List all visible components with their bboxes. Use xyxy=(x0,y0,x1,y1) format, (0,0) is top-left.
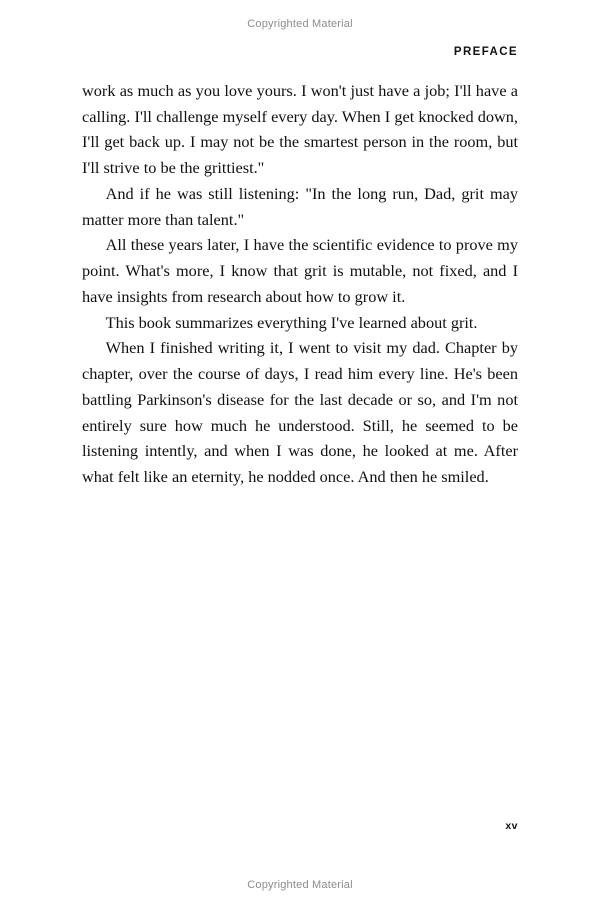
paragraph: This book summarizes everything I've learned about grit. xyxy=(105,312,478,332)
paragraph: work as much as you love yours. I won't just have a job; I'll have a calling. I'll challenge myself every day. When I get knocked down, I'll get back up. I may not be the smartest person in the room, but I'll strive to be the grittiest." xyxy=(82,81,518,178)
running-head: PREFACE xyxy=(453,46,518,58)
paragraph: And if he was still listening: "In the long run, Dad, grit may matter more than talent." xyxy=(82,183,518,229)
copyright-watermark-bottom: Copyrighted Material xyxy=(247,879,353,891)
body-text xyxy=(82,78,518,490)
page-number: xv xyxy=(505,820,518,832)
copyright-watermark-top: Copyrighted Material xyxy=(247,18,353,30)
paragraph: When I finished writing it, I went to visit my dad. Chapter by chapter, over the course of days, I read him every line. He's been battling Parkinson's disease for the last decade or so, and I'm not entirely sure how much he understood. Still, he seemed to be listening intently, and when I was done, he looked at me. After what felt like an eternity, he nodded once. And then he smiled. xyxy=(82,338,518,487)
paragraph: All these years later, I have the scientific evidence to prove my point. What's more, I know that grit is mutable, not fixed, and I have insights from research about how to grow it. xyxy=(82,235,518,306)
